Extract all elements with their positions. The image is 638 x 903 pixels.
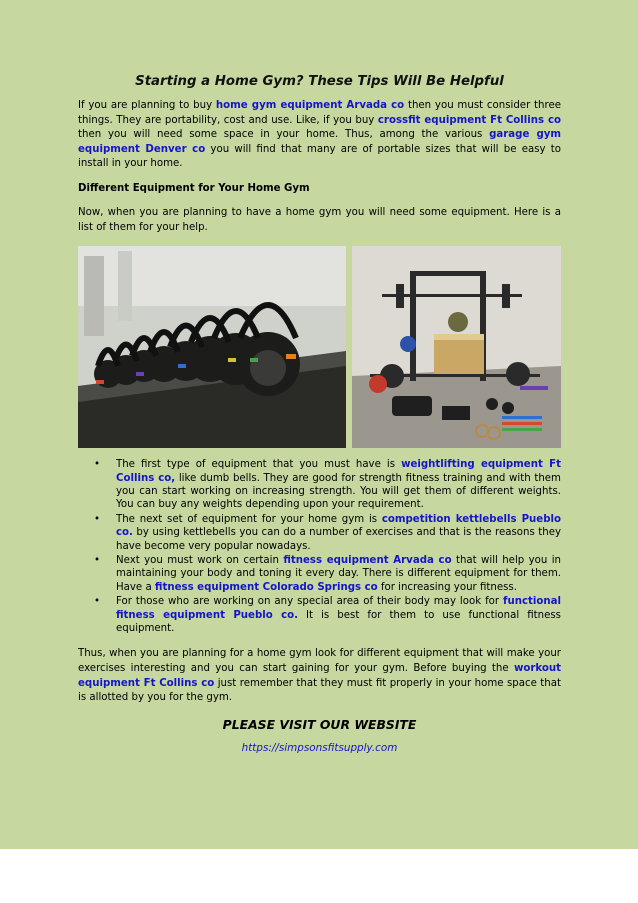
intro-text-1: If you are planning to buy [78, 100, 216, 111]
equipment-list [78, 458, 561, 635]
call-to-action: PLEASE VISIT OUR WEBSITE [222, 716, 417, 732]
bullet-icon: • [94, 459, 101, 471]
list-item-text: for increasing your fitness. [377, 581, 517, 593]
image-row [78, 246, 561, 448]
list-item-text: The next set of equipment for your home gym is [116, 513, 382, 525]
bullet-icon: • [94, 555, 101, 566]
intro-text-4: you will find that many are of portable sizes that will be easy to install in your home. [78, 143, 561, 170]
link-workout-equipment[interactable]: workout equipment Ft Collins co [78, 663, 561, 689]
intro-paragraph [78, 99, 561, 172]
link-fitness-equipment-arvada[interactable]: fitness equipment Arvada co [283, 555, 452, 566]
closing-text-2: just remember that they must fit properly in your home space that is allotted by you for the gym. [78, 677, 561, 704]
intro-text-3: then you will need some space in your home. Thus, among the various [78, 129, 490, 141]
link-garage-gym-equipment[interactable]: garage gym equipment Denver co [78, 129, 562, 155]
link-competition-kettlebells[interactable]: competition kettlebells Pueblo co. [116, 513, 561, 539]
bullet-icon: • [94, 596, 101, 608]
document-content [78, 74, 561, 754]
list-item-text: like dumb bells. They are good for strength fitness training and with them you can start working on increasing strength. You will get them of different weights. You can buy any weights depending upon your requirement. [116, 472, 561, 511]
home-gym-equipment-photo [352, 246, 561, 448]
list-item-text: For those who are working on any special area of their body may look for [116, 596, 504, 608]
intro-text-2: then you must consider three things. They are portability, cost and use. Like, if you buy [78, 100, 562, 126]
link-crossfit-equipment[interactable]: crossfit equipment Ft Collins co [377, 114, 561, 126]
bullet-icon: • [94, 513, 101, 525]
link-functional-fitness-equipment[interactable]: functional fitness equipment Pueblo co. [116, 596, 561, 621]
page-title: Starting a Home Gym? These Tips Will Be Helpful [135, 74, 504, 89]
closing-paragraph [78, 647, 561, 705]
kettlebells-photo [78, 246, 346, 448]
link-weightlifting-equipment[interactable]: weightlifting equipment Ft Collins co, [116, 459, 561, 484]
list-item-text: The first type of equipment that you must have is [116, 459, 402, 471]
list-item-text: that will help you in maintaining your body and toning it every day. There is different equipment for them. Have a [116, 555, 561, 593]
link-fitness-equipment-colorado-springs[interactable]: fitness equipment Colorado Springs co [154, 581, 378, 593]
list-item [94, 554, 561, 594]
list-item-text: by using kettlebells you can do a number of exercises and that is the reasons they have become very popular nowadays. [116, 527, 561, 552]
list-item [94, 513, 561, 553]
list-item [94, 595, 561, 635]
website-link[interactable]: https://simpsonsfitsupply.com [241, 741, 398, 754]
closing-text-1: Thus, when you are planning for a home gym look for different equipment that will make your exercises interesting and you can start gaining for your gym. Before buying the [78, 648, 561, 675]
list-item-text: It is best for them to use functional fitness equipment. [116, 609, 561, 635]
list-item-text: Next you must work on certain [116, 555, 284, 566]
link-home-gym-equipment[interactable]: home gym equipment Arvada co [215, 100, 405, 111]
list-intro-paragraph: Now, when you are planning to have a home gym you will need some equipment. Here is a list of them for your help. [78, 206, 561, 233]
list-item [94, 458, 561, 512]
section-heading: Different Equipment for Your Home Gym [78, 182, 310, 194]
